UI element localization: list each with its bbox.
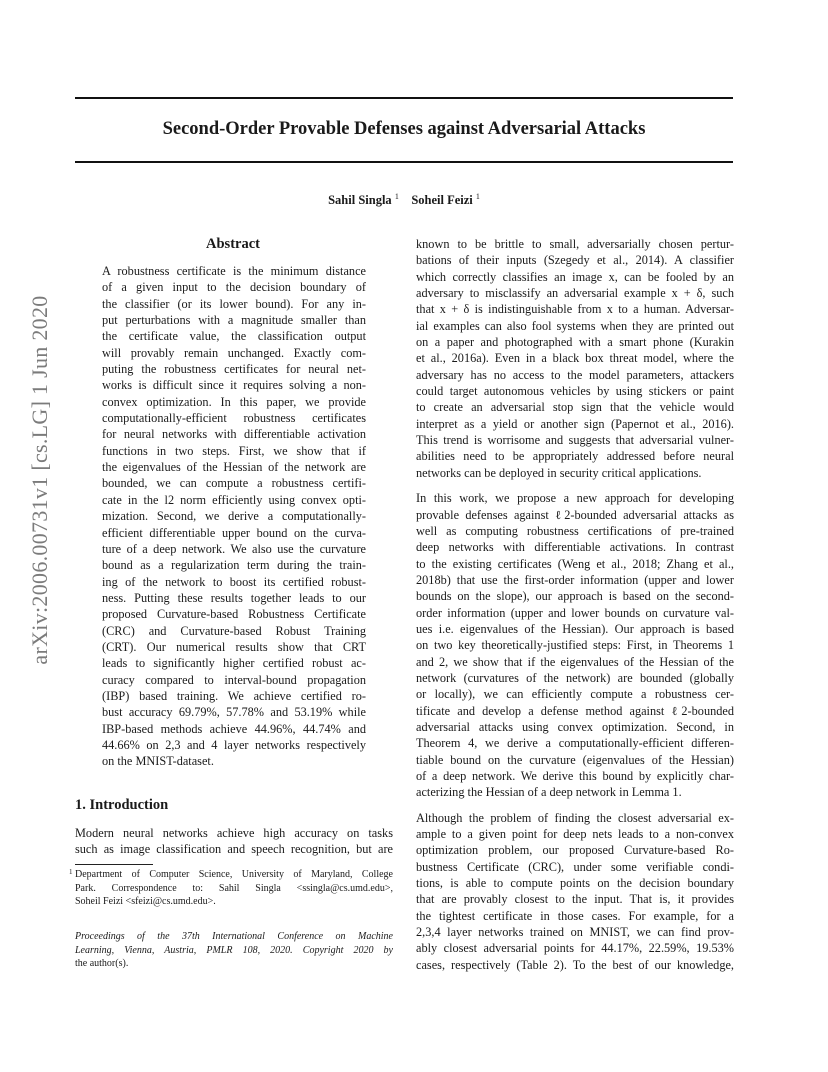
body-line: 2018b) that use the first-order information (upper and lower <box>416 572 734 587</box>
abstract-line: the certificate value, the classification output <box>102 329 366 344</box>
body-line: acterizing the Hessian of a deep network in Lemma 1. <box>416 785 682 800</box>
abstract-line: will provably remain unchanged. Exactly com- <box>102 345 366 360</box>
author-name: Sahil Singla <box>328 193 392 208</box>
abstract-line: ture of a deep network. We also use the curvature <box>102 541 366 556</box>
body-line: of a deep network. We derive this bound by explicitly char- <box>416 769 734 783</box>
body-line: adversary to misclassify an adversarial example x + δ, such <box>416 286 734 301</box>
abstract-line: leads to significantly higher certified robust ac- <box>102 656 366 671</box>
abstract-line: for neural networks with differentiable activation <box>102 427 366 442</box>
right-column-text <box>416 236 734 982</box>
body-line: that x + δ is indistinguishable from x to a human. Adversar- <box>416 302 734 317</box>
body-line: bustness Certificate (CRC), under some verifiable condi- <box>416 859 734 874</box>
author-affiliation-mark: 1 <box>475 192 480 201</box>
abstract-line: mization. Second, we derive a computationally- <box>102 509 366 524</box>
affiliation-footnote <box>69 868 393 909</box>
abstract-line: (CRT). Our numerical results show that CRT <box>102 639 366 654</box>
proceedings-line: Learning, Vienna, Austria, PMLR 108, 2020. Copyright 2020 by <box>75 944 393 956</box>
body-line: or locally), we can efficiently compute a robustness cer- <box>416 687 734 702</box>
body-line: networks can be deployed in security critical applications. <box>416 465 702 480</box>
body-line: order information (upper and lower bounds on curvature val- <box>416 605 734 620</box>
abstract-line: bound as a regularization term during the train- <box>102 558 366 573</box>
abstract-line: functions in two steps. First, we show that if <box>102 443 366 458</box>
proceedings-line: Proceedings of the 37th International Conference on Machine <box>75 931 393 942</box>
body-line: interpret as a yield or another sign (Papernot et al., 2016). <box>416 416 734 431</box>
abstract-line: ness. Putting these results together leads to our <box>102 590 366 605</box>
body-line: ues i.e. eigenvalues of the Hessian). Our approach is based <box>416 621 734 636</box>
body-line: In this work, we propose a new approach for developing <box>416 491 734 506</box>
footnote-line: Soheil Feizi <sfeizi@cs.umd.edu>. <box>75 896 216 907</box>
abstract-line: curacy compared to interval-bound propagation <box>102 672 366 687</box>
abstract-line: on the MNIST-dataset. <box>102 754 214 769</box>
abstract-line: 44.66% on 2,3 and 4 layer networks respectively <box>102 737 366 752</box>
abstract-line: (CRC) and Curvature-based Robust Training <box>102 623 366 638</box>
abstract-line: efficient differentiable upper bound on the curva- <box>102 525 366 540</box>
body-line: on a paper and photographed with a smart phone (Kurakin <box>416 335 734 350</box>
abstract-line: of a given input to the decision boundary of <box>102 280 366 295</box>
section-heading-introduction: 1. Introduction <box>75 797 169 813</box>
abstract-line: put perturbations with a magnitude smaller than <box>102 313 366 328</box>
body-line: adversary has no access to the model parameters, attackers <box>416 367 734 382</box>
body-line: This trend is worrisome and suggests that adversarial vulner- <box>416 433 734 448</box>
abstract-line: proposed Curvature-based Robustness Certificate <box>102 607 366 622</box>
body-line: adversarial attacks using convex optimization. Second, in <box>416 719 734 734</box>
body-line: could target autonomous vehicles by using stickers or paint <box>416 384 734 399</box>
body-line: tions, is able to compute points on the decision boundary <box>416 876 734 891</box>
abstract-line: cate in the l2 norm efficiently using convex opti- <box>102 492 366 507</box>
body-line: provable defenses against ℓ2-bounded adversarial attacks as <box>416 507 734 522</box>
author-affiliation-mark: 1 <box>394 192 399 201</box>
body-line: ample to a given point for deep nets leads to a non-convex <box>416 827 734 842</box>
abstract-line: IBP-based methods achieve 44.96%, 44.74% and <box>102 721 366 736</box>
body-paragraph <box>416 236 734 481</box>
body-paragraph <box>416 490 734 801</box>
body-line: tificate and develop a defense method against ℓ2-bounded <box>416 703 734 718</box>
abstract-line: the classifier (or its lower bound). For any in- <box>102 296 366 311</box>
body-line: and 2, we show that if the eigenvalues of the Hessian of the <box>416 654 734 669</box>
abstract-line: convex optimization. In this paper, we provide <box>102 394 366 409</box>
body-line: which correctly classifies an image x, can be fooled by an <box>416 269 734 284</box>
body-line: on two key theoretically-justified steps: First, in Theorems 1 <box>416 638 734 653</box>
body-line: optimization problem, our proposed Curvature-based Ro- <box>416 843 734 858</box>
arxiv-identifier-text: arXiv:2006.00731v1 [cs.LG] 1 Jun 2020 <box>27 295 52 665</box>
introduction-text <box>75 825 393 858</box>
body-line: et al., 2016a). Even in a black box threat model, where the <box>416 351 734 366</box>
body-line: 2,3,4 layer networks trained on MNIST, we can find prov- <box>416 925 734 940</box>
body-line: bounds on the slope), our approach is based on the second- <box>416 589 734 604</box>
abstract-line: (IBP) based training. We achieve certified ro- <box>102 688 366 703</box>
abstract-line: puting the robustness certificates for neural net- <box>102 362 366 377</box>
abstract-line: bounded, we can compute a robustness certifi- <box>102 476 366 491</box>
body-line: deep networks with differentiable activations. In contrast <box>416 540 734 555</box>
abstract-body <box>102 263 366 770</box>
abstract-line: bust accuracy 69.79%, 57.78% and 53.19% while <box>102 705 366 720</box>
footnote-line: Department of Computer Science, University of Maryland, College <box>75 869 393 880</box>
abstract-line: ing of the network to boost its certified robust- <box>102 574 366 589</box>
footnote-mark: 1 <box>69 868 73 876</box>
body-line: known to be brittle to small, adversarially chosen pertur- <box>416 237 734 251</box>
body-line: the tightest certificate in those cases. For example, for a <box>416 908 734 923</box>
abstract-line: A robustness certificate is the minimum distance <box>102 264 366 278</box>
body-paragraph <box>416 810 734 973</box>
author-name: Soheil Feizi <box>411 193 473 208</box>
body-line: well as computing robustness certifications of pre-trained <box>416 523 734 538</box>
introduction-line: Modern neural networks achieve high accuracy on tasks <box>75 826 393 840</box>
paper-title: Second-Order Provable Defenses against Adversarial Attacks <box>162 119 646 139</box>
abstract-line: computationally-efficient robustness certificates <box>102 411 366 426</box>
body-line: to create an adversarial stop sign that the vehicle would <box>416 400 734 415</box>
footnote-rule <box>75 864 153 865</box>
proceedings-line: the author(s). <box>75 958 129 969</box>
body-line: bations of their inputs (Szegedy et al., 2014). A classifier <box>416 253 734 268</box>
title-rule-bottom <box>75 161 733 163</box>
body-line: tiable bound on the curvature (eigenvalues of the Hessian) <box>416 752 734 767</box>
body-line: ably closest adversarial points for 44.17%, 22.59%, 19.53% <box>416 941 734 956</box>
introduction-line: such as image classification and speech recognition, but are <box>75 842 393 857</box>
author-list <box>75 192 733 208</box>
abstract-line: the eigenvalues of the Hessian of the network are <box>102 460 366 475</box>
body-line: abilities need to be appropriately addressed before neural <box>416 449 734 464</box>
body-line: network (curvatures of the network) are bounded (globally <box>416 670 734 685</box>
abstract-line: works is difficult since it requires solving a non- <box>102 378 366 393</box>
body-line: to the existing certificates (Weng et al., 2018; Zhang et al., <box>416 556 734 571</box>
title-rule-top <box>75 97 733 99</box>
body-line: cases, respectively (Table 2). To the best of our knowledge, <box>416 957 734 972</box>
body-line: ial examples can also fool systems when they are printed out <box>416 318 734 333</box>
body-line: Although the problem of finding the closest adversarial ex- <box>416 810 734 825</box>
proceedings-note <box>75 930 393 971</box>
footnote-line: Park. Correspondence to: Sahil Singla <ssingla@cs.umd.edu>, <box>75 882 393 894</box>
body-line: Theorem 4, we derive a computationally-efficient differen- <box>416 736 734 751</box>
body-line: that are provably closest to the input. That is, it provides <box>416 892 734 907</box>
abstract-heading: Abstract <box>206 236 260 252</box>
